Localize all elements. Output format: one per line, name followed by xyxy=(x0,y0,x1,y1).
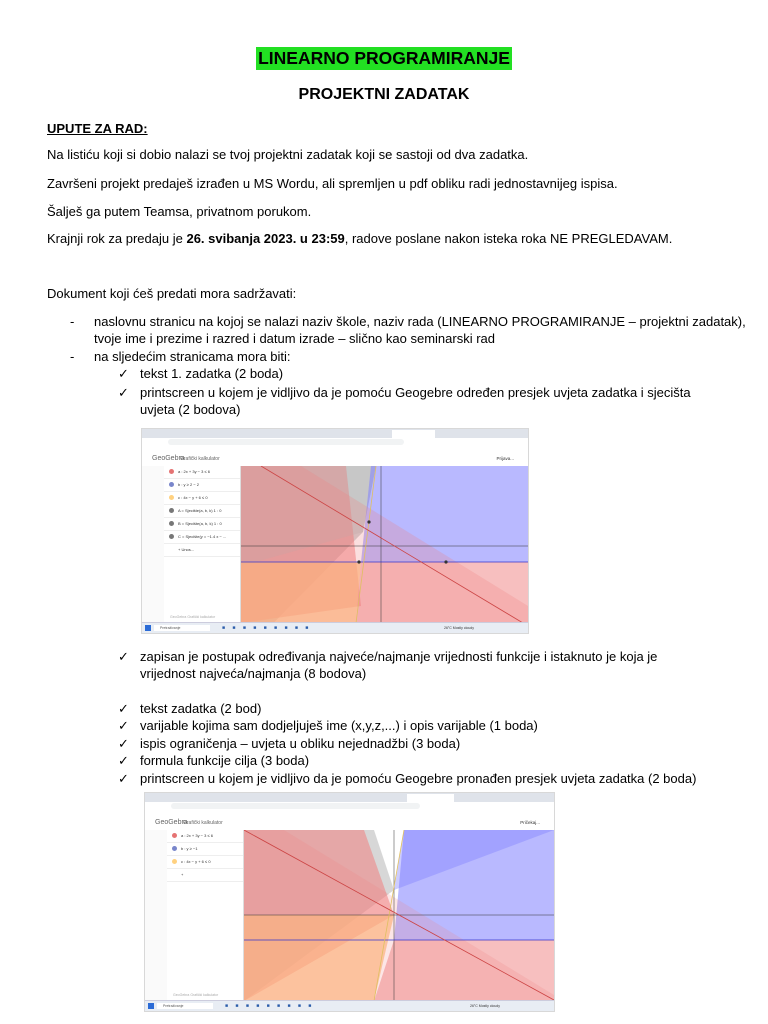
algebra-row xyxy=(164,518,240,531)
dash-bullet: - xyxy=(70,314,75,329)
browser-tab-bar xyxy=(145,793,554,802)
algebra-row-label: + Unos... xyxy=(178,547,195,552)
visibility-dot-icon xyxy=(172,833,177,838)
check-icon: ✓ xyxy=(118,701,129,716)
deadline-paragraph xyxy=(47,231,672,246)
algebra-row xyxy=(164,544,240,557)
algebra-row xyxy=(164,466,240,479)
taskbar-search: Pretraživanje xyxy=(154,625,210,631)
sub-item-printscreen-line-1: printscreen u kojem je vidljivo da je pomoću Geogebre određen presjek uvjeta zadatka i sjecišta xyxy=(140,385,691,400)
requirement-following-pages: na sljedećim stranicama mora biti: xyxy=(94,349,291,364)
sign-in-link: Pričekaj... xyxy=(520,820,540,825)
geogebra-screenshot-2 xyxy=(144,792,555,1012)
sub-item-printscreen-line-2: uvjeta (2 bodova) xyxy=(140,402,241,417)
dash-bullet: - xyxy=(70,349,75,364)
check-icon: ✓ xyxy=(118,736,129,751)
algebra-row-label: A = Sjecište(a, b, k) 1 : 0 xyxy=(178,508,222,513)
deadline-date: 26. svibanja 2023. u 23:59 xyxy=(186,231,345,246)
algebra-row-label: c : 4x − y + 6 ≤ 0 xyxy=(178,495,208,500)
instructions-paragraph-1: Na listiću koji si dobio nalazi se tvoj projektni zadatak koji se sastoji od dva zadatka. xyxy=(47,147,529,162)
browser-tab-bar xyxy=(142,429,528,438)
algebra-row-label: a : 2x + 3y − 3 ≤ 6 xyxy=(178,469,210,474)
algebra-row xyxy=(167,843,243,856)
algebra-row-label: b : y ≥ −1 xyxy=(181,846,198,851)
geogebra-toolbar xyxy=(142,466,165,623)
algebra-row-label: a : 2x + 3y − 3 ≤ 6 xyxy=(181,833,213,838)
algebra-view xyxy=(164,466,241,623)
deadline-prefix: Krajnji rok za predaju je xyxy=(47,231,187,246)
feasible-region-graph xyxy=(244,830,554,1001)
check-icon: ✓ xyxy=(118,385,129,400)
algebra-view xyxy=(167,830,244,1001)
visibility-dot-icon xyxy=(169,534,174,539)
sub-item-procedure-line-1: zapisan je postupak određivanja najveće/najmanje vrijednosti funkcije i istaknuto je koja je xyxy=(140,649,658,664)
sign-in-link: Prijava... xyxy=(496,456,514,461)
requirement-title-page-line-2: tvoje ime i prezime i razred i datum izrade – slično kao seminarski rad xyxy=(94,331,495,346)
taskbar-search: Pretraživanje xyxy=(157,1003,213,1009)
visibility-dot-icon xyxy=(169,495,174,500)
visibility-dot-icon xyxy=(169,547,174,552)
instructions-heading: UPUTE ZA RAD: xyxy=(47,121,148,136)
check-icon: ✓ xyxy=(118,753,129,768)
requirement-title-page-line-1: naslovnu stranicu na kojoj se nalazi naziv škole, naziv rada (LINEARNO PROGRAMIRANJE – projektni zadatak), xyxy=(94,314,746,329)
check-icon: ✓ xyxy=(118,718,129,733)
graphics-view xyxy=(244,830,554,1001)
instructions-paragraph-2: Završeni projekt predaješ izrađen u MS Wordu, ali spremljen u pdf obliku radi jednostavnijeg ispisa. xyxy=(47,176,618,191)
graphics-view xyxy=(241,466,528,623)
geogebra-screenshot-1 xyxy=(141,428,529,634)
algebra-row-label: b : y ≥ 2 − 2 xyxy=(178,482,199,487)
visibility-dot-icon xyxy=(172,872,177,877)
check-icon: ✓ xyxy=(118,366,129,381)
windows-start-icon xyxy=(148,1003,154,1009)
sub-item-procedure-line-2: vrijednost najveća/najmanja (8 bodova) xyxy=(140,666,367,681)
algebra-row xyxy=(164,479,240,492)
sub-item-task1-text: tekst 1. zadatka (2 boda) xyxy=(140,366,284,381)
geogebra-header xyxy=(145,816,554,831)
windows-taskbar xyxy=(145,1000,554,1011)
check-icon: ✓ xyxy=(118,649,129,664)
sub-item-objective-function: formula funkcije cilja (3 boda) xyxy=(140,753,310,768)
visibility-dot-icon xyxy=(169,482,174,487)
document-subtitle: PROJEKTNI ZADATAK xyxy=(298,86,470,103)
taskbar-app-icons: ■ ■ ■ ■ ■ ■ ■ ■ ■ xyxy=(225,1003,315,1009)
document-title: LINEARNO PROGRAMIRANJE xyxy=(258,48,510,68)
algebra-footer: GeoGebra Grafički kalkulator xyxy=(170,615,216,619)
algebra-row-label: B = Sjecište(a, b, k) 1 : 0 xyxy=(178,521,222,526)
taskbar-weather: 26°C Mostly cloudy xyxy=(444,626,474,630)
algebra-row-label: c : 4x − y + 6 ≤ 0 xyxy=(181,859,211,864)
visibility-dot-icon xyxy=(169,469,174,474)
taskbar-weather: 26°C Mostly cloudy xyxy=(470,1004,500,1008)
geogebra-logo: GeoGebra xyxy=(152,455,185,462)
algebra-row xyxy=(164,505,240,518)
algebra-row xyxy=(164,531,240,544)
feasible-region-graph xyxy=(241,466,528,623)
visibility-dot-icon xyxy=(169,521,174,526)
check-icon: ✓ xyxy=(118,771,129,786)
windows-start-icon xyxy=(145,625,151,631)
visibility-dot-icon xyxy=(172,846,177,851)
algebra-footer: GeoGebra Grafički kalkulator xyxy=(173,993,219,997)
deadline-suffix: , radove poslane nakon isteka roka NE PREGLEDAVAM. xyxy=(344,231,673,246)
windows-taskbar xyxy=(142,622,528,633)
requirements-heading: Dokument koji ćeš predati mora sadržavati: xyxy=(47,286,297,301)
taskbar-app-icons: ■ ■ ■ ■ ■ ■ ■ ■ ■ xyxy=(222,625,312,631)
sub-item-constraints: ispis ograničenja – uvjeta u obliku nejednadžbi (3 boda) xyxy=(140,736,461,751)
algebra-row xyxy=(164,492,240,505)
geogebra-logo: GeoGebra xyxy=(155,819,188,826)
instructions-paragraph-3: Šalješ ga putem Teamsa, privatnom porukom. xyxy=(47,204,312,219)
algebra-row-label: C = Sjecište(y = −1.4 x − ... xyxy=(178,534,227,539)
algebra-row xyxy=(167,830,243,843)
visibility-dot-icon xyxy=(169,508,174,513)
algebra-row xyxy=(167,856,243,869)
sub-item-task-text: tekst zadatka (2 bod) xyxy=(140,701,262,716)
geogebra-app-name: Grafički kalkulator xyxy=(183,820,223,826)
geogebra-toolbar xyxy=(145,830,168,1001)
geogebra-header xyxy=(142,452,528,467)
algebra-row-label: + xyxy=(181,872,184,877)
sub-item-printscreen-2: printscreen u kojem je vidljivo da je pomoću Geogebre pronađen presjek uvjeta zadatka (2 boda) xyxy=(140,771,697,786)
visibility-dot-icon xyxy=(172,859,177,864)
algebra-row xyxy=(167,869,243,882)
sub-item-variables: varijable kojima sam dodjeljuješ ime (x,y,z,...) i opis varijable (1 boda) xyxy=(140,718,538,733)
geogebra-app-name: Grafički kalkulator xyxy=(180,456,220,462)
